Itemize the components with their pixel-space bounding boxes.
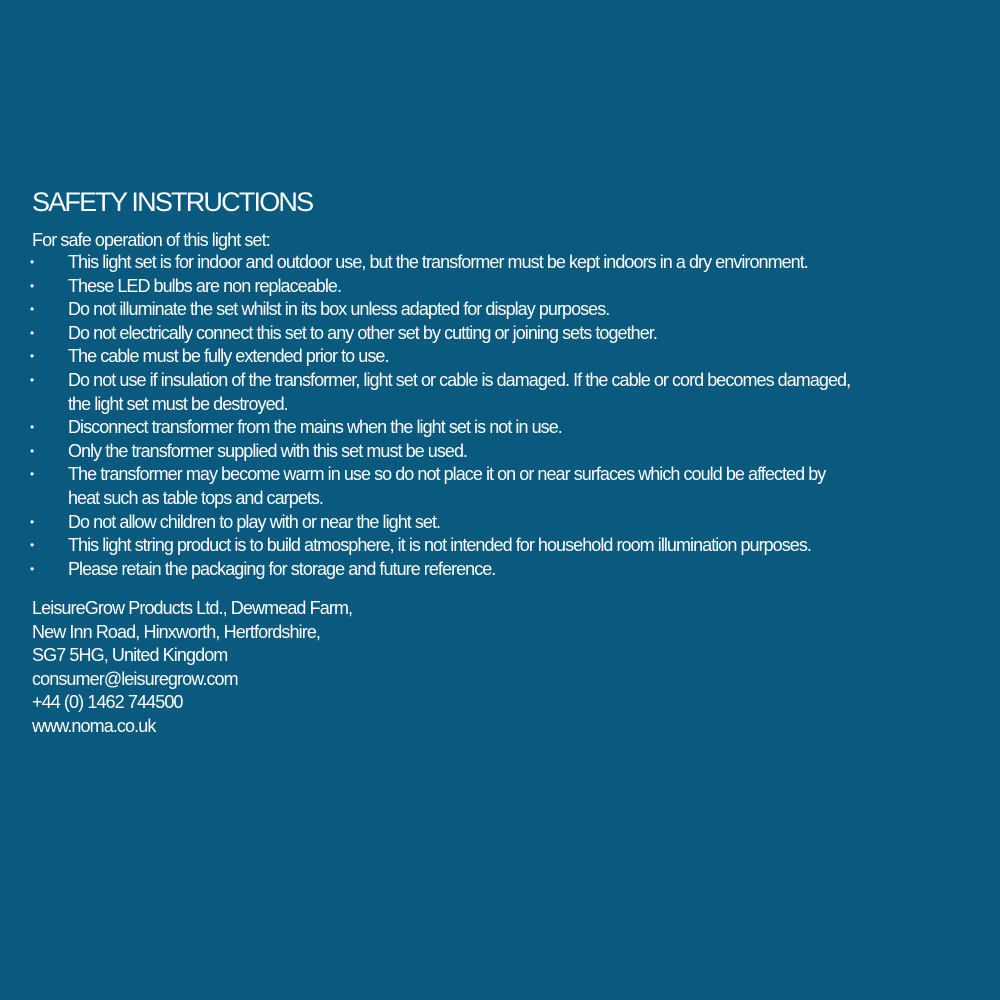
list-item-text: Please retain the packaging for storage and future reference. [68, 558, 496, 579]
bullet-icon: • [30, 278, 34, 293]
postcode-line: SG7 5HG, United Kingdom [32, 645, 228, 666]
list-item-text: The transformer may become warm in use so do not place it on or near surfaces which could be affected by [68, 464, 826, 485]
list-item [0, 345, 1000, 369]
bullet-icon: • [30, 514, 34, 529]
list-item [0, 275, 1000, 299]
list-item [0, 558, 1000, 582]
list-item [0, 322, 1000, 346]
bullet-icon: • [30, 325, 34, 340]
bullet-icon: • [30, 443, 34, 458]
list-item [0, 463, 1000, 510]
contact-block [32, 597, 352, 739]
list-item [0, 440, 1000, 464]
bullet-icon: • [30, 420, 34, 435]
safety-instructions-list [0, 251, 1000, 581]
bullet-icon: • [30, 538, 34, 553]
bullet-icon: • [30, 302, 34, 317]
list-item-text: Do not allow children to play with or near the light set. [68, 511, 441, 532]
list-item-text: This light set is for indoor and outdoor use, but the transformer must be kept indoors in a dry environment. [68, 252, 808, 272]
list-item [0, 511, 1000, 535]
intro-text: For safe operation of this light set: [32, 230, 270, 250]
list-item-text: heat such as table tops and carpets. [68, 487, 323, 508]
list-item-text: The cable must be fully extended prior to use. [68, 346, 389, 367]
list-item-text: This light string product is to build atmosphere, it is not intended for household room illumination purposes. [68, 535, 811, 556]
list-item [0, 416, 1000, 440]
bullet-icon: • [30, 255, 34, 269]
bullet-icon: • [30, 467, 34, 482]
street-line: New Inn Road, Hinxworth, Hertfordshire, [32, 621, 321, 642]
company-line: LeisureGrow Products Ltd., Dewmead Farm, [32, 598, 353, 618]
website-text: www.noma.co.uk [32, 715, 156, 736]
bullet-icon: • [30, 349, 34, 364]
list-item-text: Do not illuminate the set whilst in its box unless adapted for display purposes. [68, 299, 610, 320]
list-item [0, 298, 1000, 322]
list-item-text: the light set must be destroyed. [68, 393, 288, 414]
list-item-text: Do not use if insulation of the transformer, light set or cable is damaged. If the cable or cord becomes damaged, [68, 369, 851, 390]
email-text: consumer@leisuregrow.com [32, 668, 238, 689]
list-item [0, 251, 1000, 275]
list-item-text: Disconnect transformer from the mains when the light set is not in use. [68, 417, 562, 438]
list-item-text: Do not electrically connect this set to any other set by cutting or joining sets together. [68, 322, 657, 343]
list-item-text: These LED bulbs are non replaceable. [68, 275, 341, 296]
list-item-text: Only the transformer supplied with this set must be used. [68, 440, 468, 461]
list-item [0, 534, 1000, 558]
list-item [0, 369, 1000, 416]
page-title: SAFETY INSTRUCTIONS [32, 187, 313, 217]
bullet-icon: • [30, 561, 34, 576]
bullet-icon: • [30, 372, 34, 387]
phone-text: +44 (0) 1462 744500 [32, 692, 183, 713]
